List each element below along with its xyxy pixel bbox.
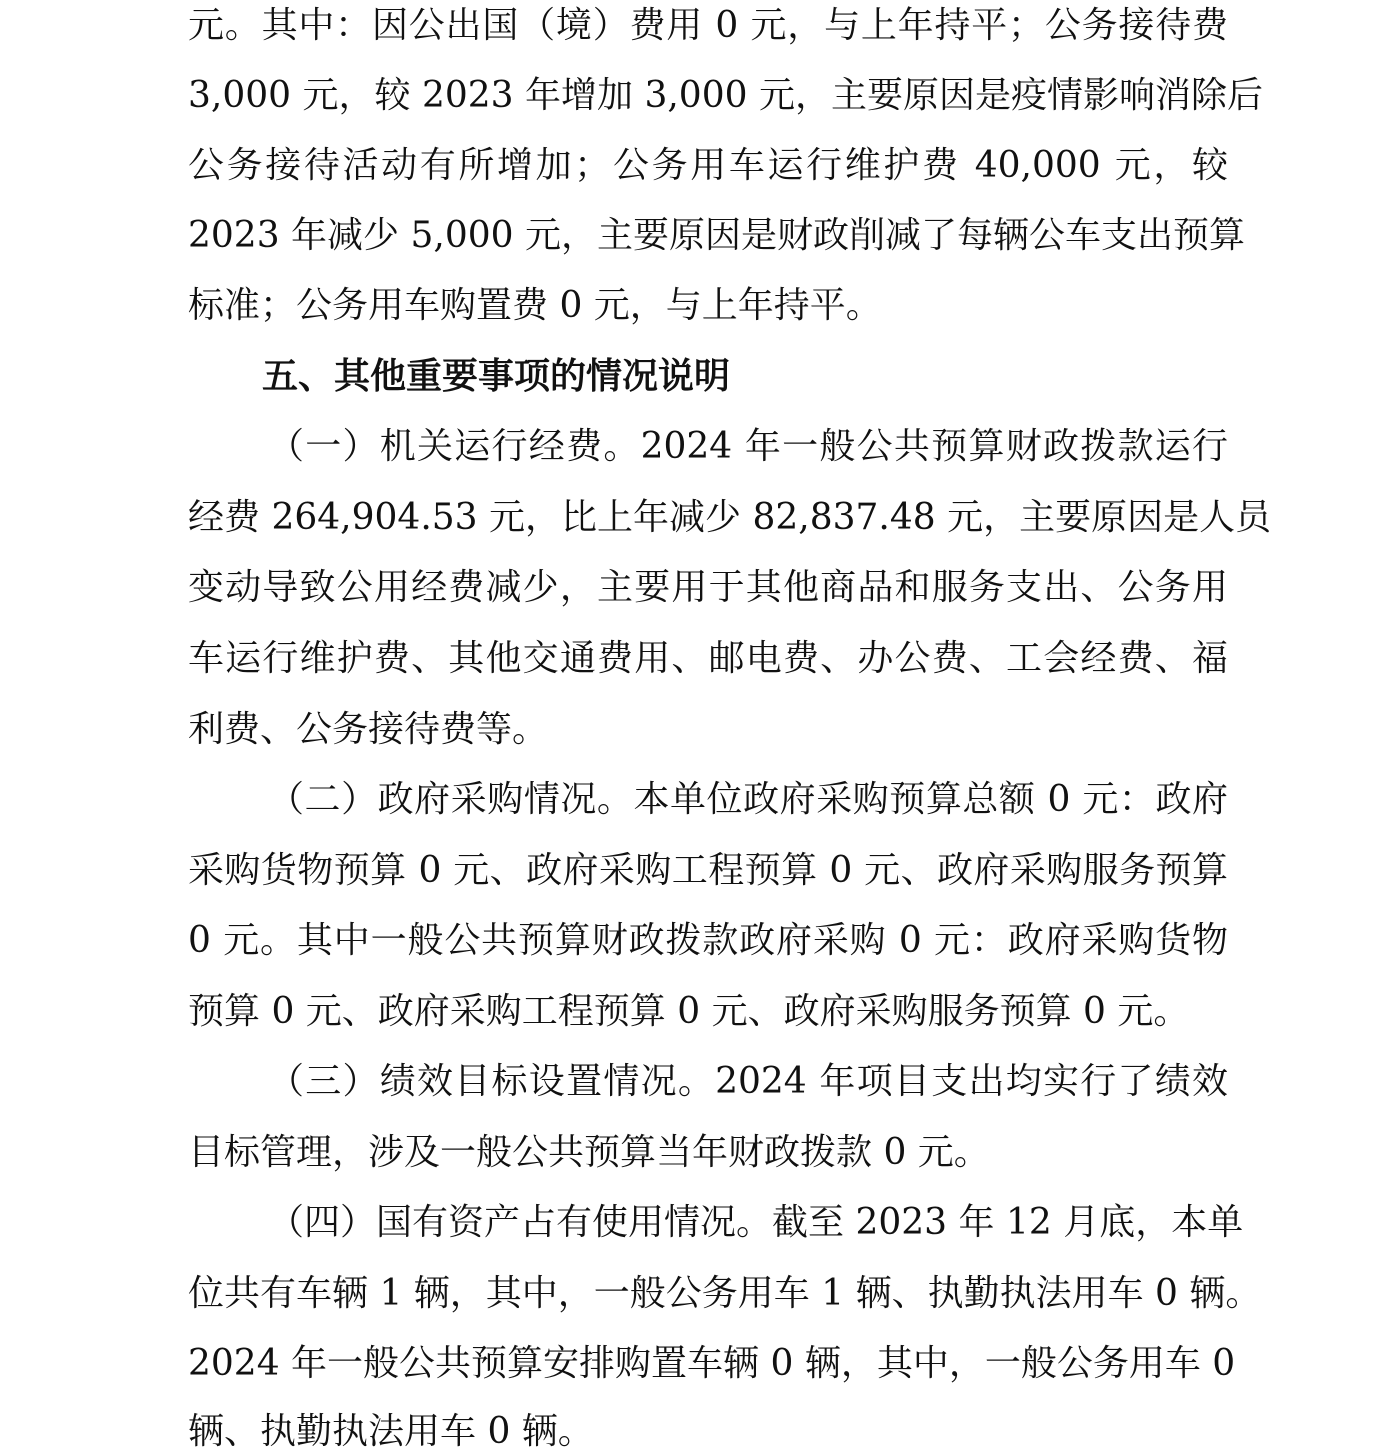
paragraph-first-line: （一）机关运行经费。2024 年一般公共预算财政拨款运行 <box>268 426 1228 467</box>
text-line: 位共有车辆 1 辆，其中，一般公务用车 1 辆、执勤执法用车 0 辆。 <box>188 1273 1262 1314</box>
paragraph-first-line: （四）国有资产占有使用情况。截至 2023 年 12 月底，本单 <box>268 1202 1244 1243</box>
text-line: 元。其中：因公出国（境）费用 0 元，与上年持平；公务接待费 <box>188 5 1228 46</box>
text-line: 2024 年一般公共预算安排购置车辆 0 辆，其中，一般公务用车 0 <box>188 1343 1236 1384</box>
text-line: 标准；公务用车购置费 0 元，与上年持平。 <box>188 285 882 326</box>
text-line: 变动导致公用经费减少，主要用于其他商品和服务支出、公务用 <box>188 567 1228 608</box>
text-line: 0 元。其中一般公共预算财政拨款政府采购 0 元：政府采购货物 <box>188 920 1228 961</box>
paragraph-first-line: （二）政府采购情况。本单位政府采购预算总额 0 元：政府 <box>268 779 1228 820</box>
text-line: 2023 年减少 5,000 元，主要原因是财政削减了每辆公车支出预算 <box>188 215 1246 256</box>
text-line: 采购货物预算 0 元、政府采购工程预算 0 元、政府采购服务预算 <box>188 850 1228 891</box>
text-line: 经费 264,904.53 元，比上年减少 82,837.48 元，主要原因是人员 <box>188 497 1272 538</box>
text-line: 车运行维护费、其他交通费用、邮电费、办公费、工会经费、福 <box>188 638 1228 679</box>
text-line: 目标管理，涉及一般公共预算当年财政拨款 0 元。 <box>188 1132 990 1173</box>
text-line: 公务接待活动有所增加；公务用车运行维护费 40,000 元，较 <box>188 145 1228 186</box>
text-line: 辆、执勤执法用车 0 辆。 <box>188 1411 594 1452</box>
text-line: 预算 0 元、政府采购工程预算 0 元、政府采购服务预算 0 元。 <box>188 991 1190 1032</box>
text-line: 利费、公务接待费等。 <box>188 709 549 750</box>
section-heading: 五、其他重要事项的情况说明 <box>262 356 731 397</box>
text-line: 3,000 元，较 2023 年增加 3,000 元，主要原因是疫情影响消除后 <box>188 75 1263 116</box>
paragraph-first-line: （三）绩效目标设置情况。2024 年项目支出均实行了绩效 <box>268 1061 1228 1102</box>
